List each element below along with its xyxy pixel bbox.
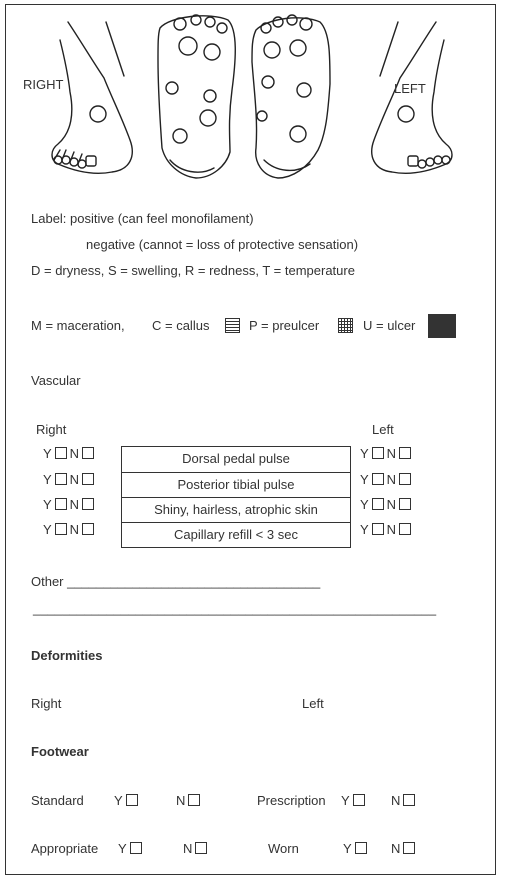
standard-yes: Y <box>114 793 138 808</box>
footwear-prescription-label: Prescription <box>257 793 326 808</box>
appropriate-yes: Y <box>118 841 142 856</box>
vascular-left-label: Left <box>372 422 394 437</box>
legend-maceration: M = maceration, <box>31 318 125 333</box>
left-yn-row: Y N <box>360 522 411 537</box>
worn-no-checkbox[interactable] <box>403 842 415 854</box>
legend-ulcer: U = ulcer <box>363 318 416 333</box>
other-continuation-line[interactable]: _______________________________________________________ <box>33 601 437 616</box>
vascular-row-label: Posterior tibial pulse <box>122 472 350 497</box>
standard-yes-checkbox[interactable] <box>126 794 138 806</box>
left-yes-checkbox[interactable] <box>372 523 384 535</box>
right-yn-row: Y N <box>43 522 94 537</box>
footwear-heading: Footwear <box>31 744 89 759</box>
left-yes-checkbox[interactable] <box>372 447 384 459</box>
left-yn-row: Y N <box>360 497 411 512</box>
appropriate-no-checkbox[interactable] <box>195 842 207 854</box>
right-yes-checkbox[interactable] <box>55 523 67 535</box>
left-no-checkbox[interactable] <box>399 498 411 510</box>
right-no-checkbox[interactable] <box>82 473 94 485</box>
callus-swatch <box>225 318 240 333</box>
right-no-checkbox[interactable] <box>82 523 94 535</box>
vascular-right-label: Right <box>36 422 67 437</box>
standard-no-checkbox[interactable] <box>188 794 200 806</box>
footwear-standard-label: Standard <box>31 793 84 808</box>
footwear-worn-label: Worn <box>268 841 299 856</box>
appropriate-no: N <box>183 841 207 856</box>
left-no-checkbox[interactable] <box>399 473 411 485</box>
vascular-heading: Vascular <box>31 373 81 388</box>
prescription-yes-checkbox[interactable] <box>353 794 365 806</box>
legend-callus: C = callus <box>152 318 210 333</box>
standard-no: N <box>176 793 200 808</box>
right-foot-label: RIGHT <box>23 77 64 92</box>
left-yn-row: Y N <box>360 472 411 487</box>
prescription-no: N <box>391 793 415 808</box>
right-no-checkbox[interactable] <box>82 498 94 510</box>
left-foot-label: LEFT <box>394 81 426 96</box>
footwear-appropriate-label: Appropriate <box>31 841 99 856</box>
feet-illustration <box>0 0 505 200</box>
left-yes-checkbox[interactable] <box>372 498 384 510</box>
right-no-checkbox[interactable] <box>82 447 94 459</box>
legend-codes-line: D = dryness, S = swelling, R = redness, T = temperature <box>31 263 355 278</box>
left-yes-checkbox[interactable] <box>372 473 384 485</box>
legend-negative-line: negative (cannot = loss of protective sensation) <box>86 237 359 252</box>
legend-preulcer: P = preulcer <box>249 318 320 333</box>
prescription-no-checkbox[interactable] <box>403 794 415 806</box>
left-no-checkbox[interactable] <box>399 447 411 459</box>
right-yn-row: Y N <box>43 446 94 461</box>
right-yn-row: Y N <box>43 472 94 487</box>
deformities-left-label: Left <box>302 696 324 711</box>
vascular-row-label: Capillary refill < 3 sec <box>122 522 350 547</box>
right-yes-checkbox[interactable] <box>55 498 67 510</box>
legend-label-line: Label: positive (can feel monofilament) <box>31 211 254 226</box>
worn-no: N <box>391 841 415 856</box>
right-yes-checkbox[interactable] <box>55 447 67 459</box>
appropriate-yes-checkbox[interactable] <box>130 842 142 854</box>
left-yn-row: Y N <box>360 446 411 461</box>
ulcer-swatch <box>428 314 456 338</box>
prescription-yes: Y <box>341 793 365 808</box>
vascular-row-label: Dorsal pedal pulse <box>182 451 290 466</box>
deformities-right-label: Right <box>31 696 62 711</box>
other-field[interactable]: Other ___________________________________ <box>31 574 321 589</box>
vascular-row-label: Shiny, hairless, atrophic skin <box>122 497 350 522</box>
preulcer-swatch <box>338 318 353 333</box>
right-yes-checkbox[interactable] <box>55 473 67 485</box>
vascular-table <box>121 446 351 548</box>
left-no-checkbox[interactable] <box>399 523 411 535</box>
right-yn-row: Y N <box>43 497 94 512</box>
worn-yes: Y <box>343 841 367 856</box>
worn-yes-checkbox[interactable] <box>355 842 367 854</box>
deformities-heading: Deformities <box>31 648 103 663</box>
